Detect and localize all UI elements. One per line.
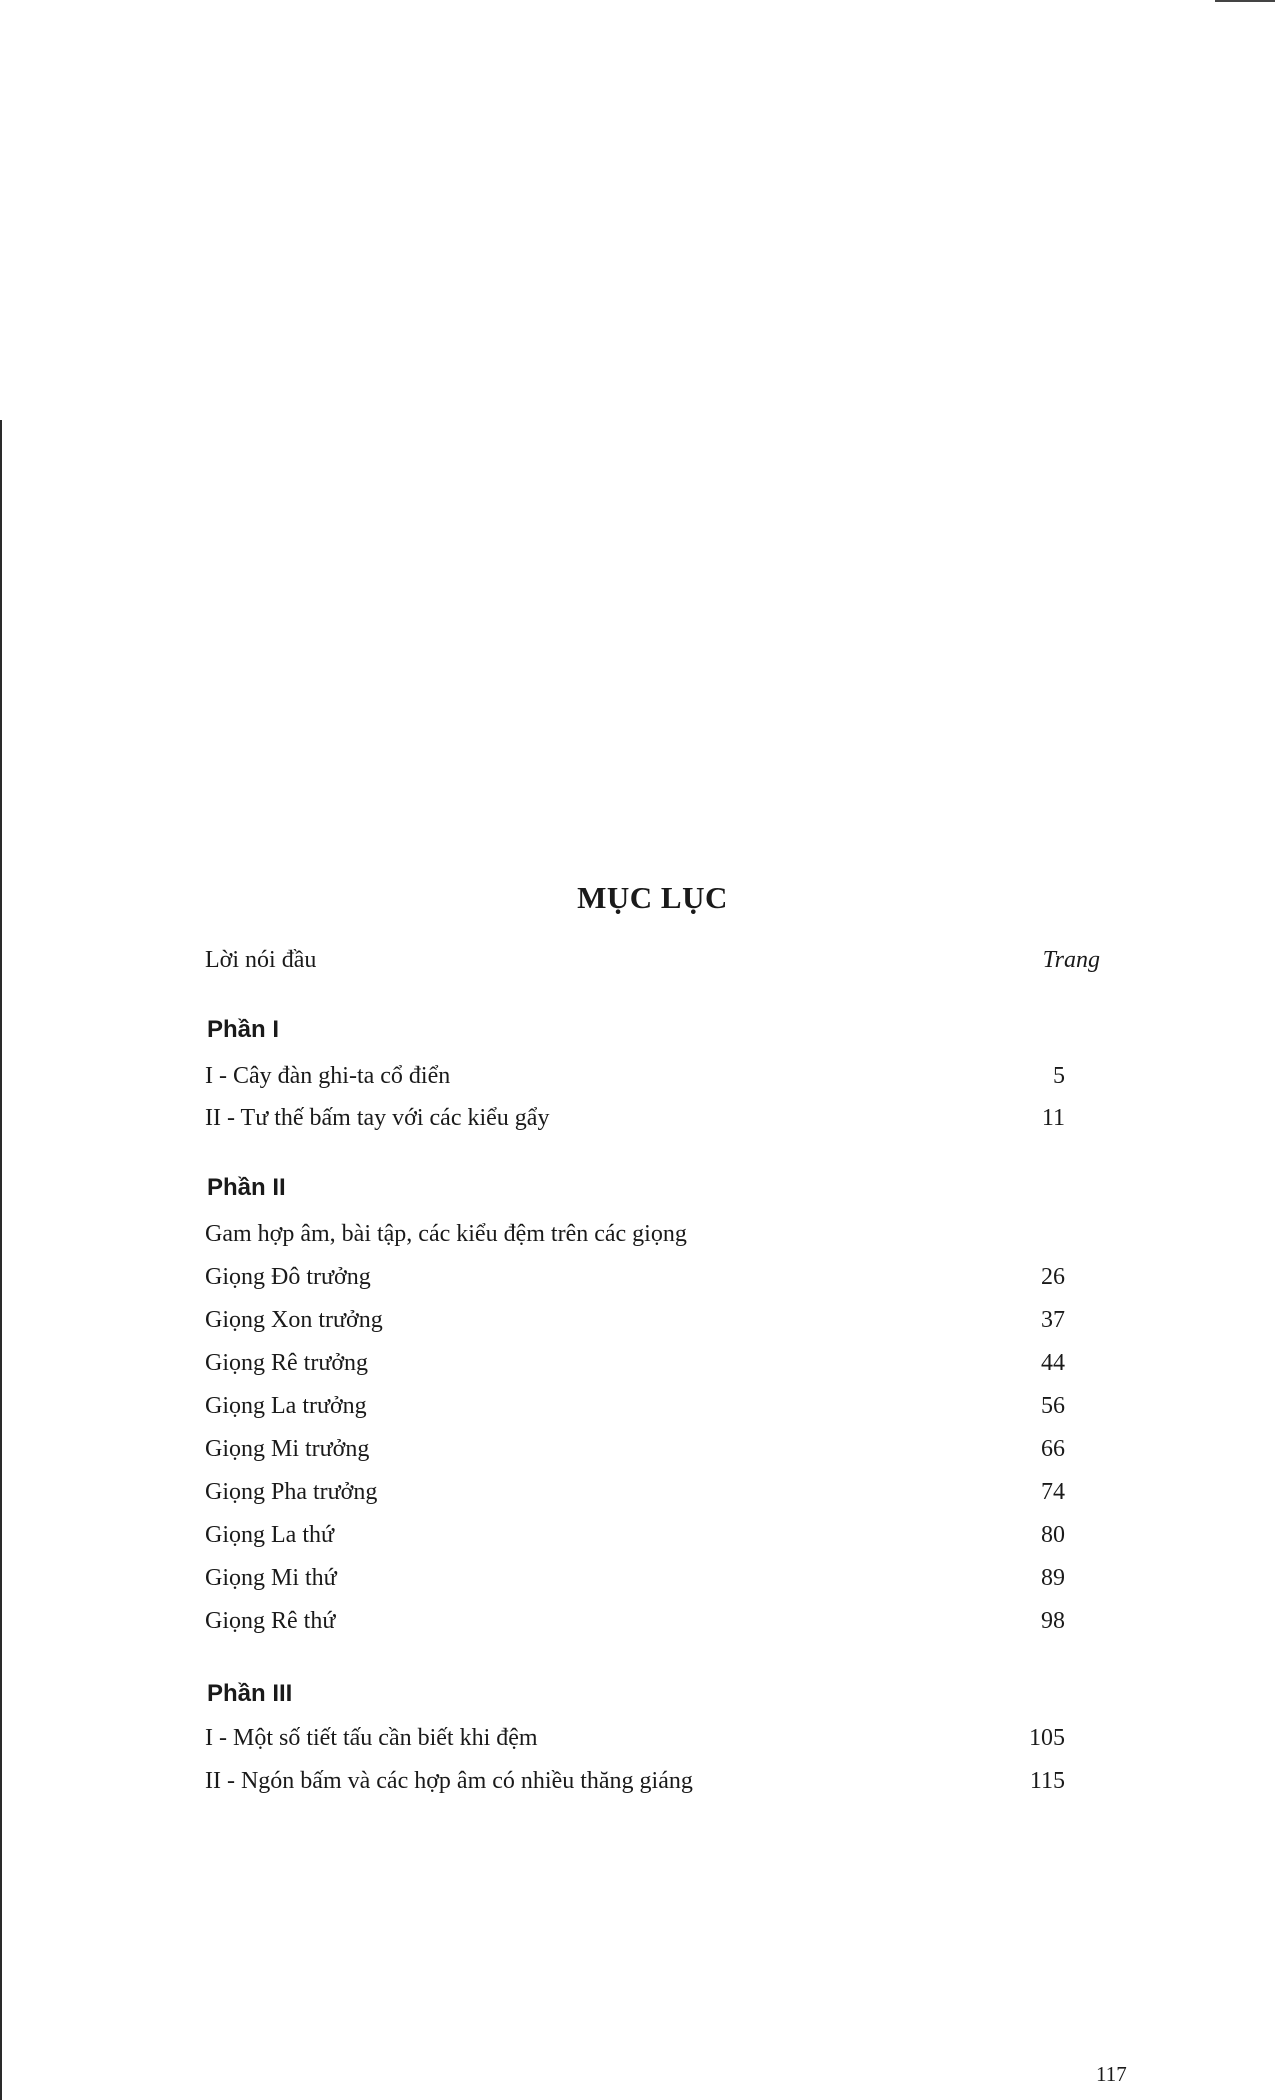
toc-entry-label: I - Một số tiết tấu cần biết khi đệm [205,1725,538,1751]
toc-row [205,1056,1100,1096]
toc-entry-page: 5 [1053,1063,1065,1089]
toc-entry-page: 56 [1041,1393,1065,1419]
toc-entry-label: Giọng Mi trưởng [205,1436,370,1462]
toc-entry-label: Giọng Đô trưởng [205,1264,371,1290]
toc-entry-label: Gam hợp âm, bài tập, các kiểu đệm trên các giọng [205,1221,687,1247]
toc-row [205,1515,1100,1555]
toc-entry-label: Giọng Xon trưởng [205,1307,383,1333]
toc-row [205,1601,1100,1641]
scan-corner-mark [1215,0,1275,2]
part-heading-3: Phần III [207,1680,293,1707]
toc-entry-page: 89 [1041,1565,1065,1591]
toc-entry-page: 66 [1041,1436,1065,1462]
toc-entry-page: 26 [1041,1264,1065,1290]
page-number: 117 [1096,2062,1127,2086]
toc-entry-page: 105 [1029,1725,1065,1751]
toc-entry-label: II - Ngón bấm và các hợp âm có nhiều thăng giáng [205,1768,693,1794]
toc-row [205,1214,1100,1254]
toc-title: MỤC LỤC [577,880,728,915]
toc-entry-page: 80 [1041,1522,1065,1548]
toc-row [205,1761,1100,1801]
toc-entry-label: II - Tư thế bấm tay với các kiểu gẩy [205,1105,550,1131]
toc-entry-label: Giọng La thứ [205,1522,334,1548]
toc-entry-label: Giọng Mi thứ [205,1565,337,1591]
toc-page-column-header: Trang [1042,947,1100,973]
toc-entry-page: 74 [1041,1479,1065,1505]
toc-entry-page: 44 [1041,1350,1065,1376]
toc-entry-page: 98 [1041,1608,1065,1634]
toc-entry-label: I - Cây đàn ghi-ta cổ điển [205,1063,451,1089]
toc-entry-page: 11 [1041,1105,1065,1131]
toc-row [205,1386,1100,1426]
toc-entry-label: Giọng Rê thứ [205,1608,336,1634]
part-heading-2: Phần II [207,1174,286,1201]
part-heading-1: Phần I [207,1016,280,1043]
toc-row [205,1472,1100,1512]
toc-entry-label: Lời nói đầu [205,947,317,973]
toc-row [205,1558,1100,1598]
toc-entry-page: 37 [1041,1307,1065,1333]
toc-row [205,1300,1100,1340]
toc-entry-label: Giọng La trưởng [205,1393,367,1419]
toc-entry-label: Giọng Pha trưởng [205,1479,378,1505]
toc-entry-page: 115 [1029,1768,1065,1794]
toc-row [205,1257,1100,1297]
toc-row-preface [205,940,1100,980]
toc-row [205,1343,1100,1383]
toc-entry-label: Giọng Rê trưởng [205,1350,369,1376]
scan-edge-line [0,420,2,2100]
toc-row [205,1429,1100,1469]
toc-row [205,1718,1100,1758]
toc-row [205,1098,1100,1138]
